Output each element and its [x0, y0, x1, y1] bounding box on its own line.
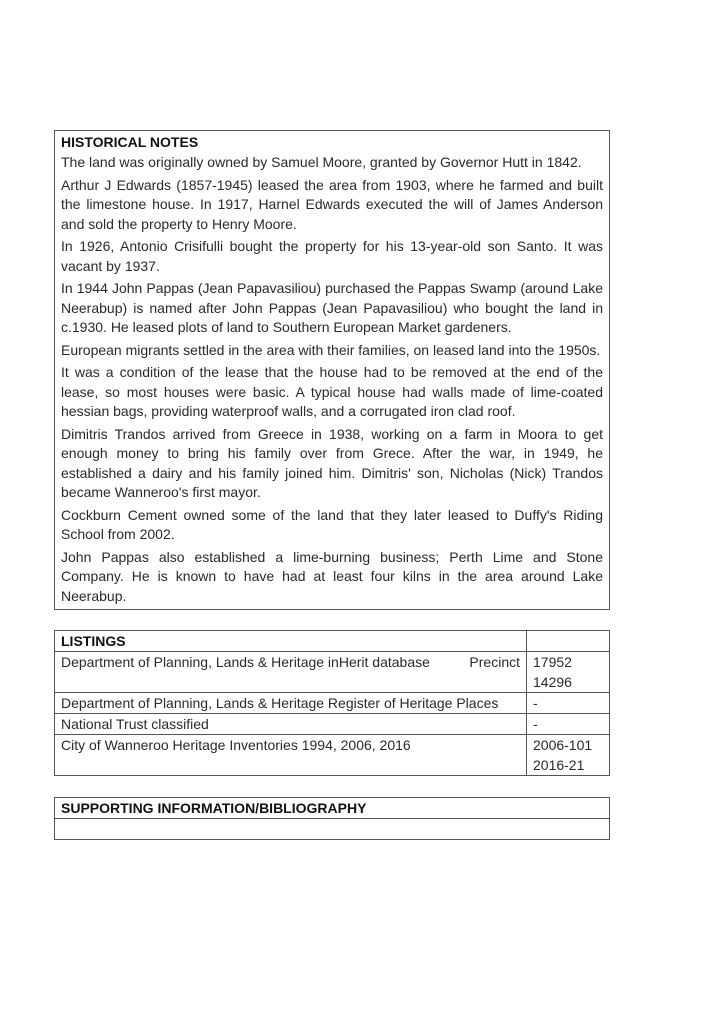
- listing-label: National Trust classified: [55, 714, 527, 735]
- historical-notes-heading: HISTORICAL NOTES: [61, 134, 199, 150]
- supporting-header-row: [55, 798, 610, 819]
- note-paragraph: The land was originally owned by Samuel Moore, granted by Governor Hutt in 1842.: [61, 154, 582, 170]
- listing-label: Department of Planning, Lands & Heritage inHerit database: [61, 654, 430, 670]
- supporting-content: [55, 819, 610, 840]
- listings-header-row: [55, 631, 610, 652]
- note-paragraph: It was a condition of the lease that the house had to be removed at the end of the lease, so most houses were basic. A typical house had walls made of lime-coated hessian bags, providing waterproof walls, and a corrugated iron clad roof.: [61, 364, 603, 419]
- listing-value: -: [527, 714, 610, 735]
- table-row: [55, 735, 610, 776]
- listing-value: 2016-21: [533, 757, 585, 773]
- supporting-heading: SUPPORTING INFORMATION/BIBLIOGRAPHY: [55, 798, 610, 819]
- listing-value-cell: [527, 652, 610, 693]
- listing-value: -: [527, 693, 610, 714]
- historical-notes-section: [54, 130, 610, 610]
- listing-value: 17952: [533, 654, 572, 670]
- listings-table: [54, 630, 610, 776]
- note-paragraph: Dimitris Trandos arrived from Greece in 1938, working on a farm in Moora to get enough money to bring his family over from Grece. After the war, in 1949, he established a dairy and his family joined him. Dimitris' son, Nicholas (Nick) Trandos became Wanneroo's first mayor.: [61, 425, 603, 500]
- note-paragraph: Cockburn Cement owned some of the land that they later leased to Duffy's Riding School from 2002.: [61, 506, 603, 542]
- note-paragraph: In 1944 John Pappas (Jean Papavasiliou) purchased the Pappas Swamp (around Lake Neerabup) is named after John Pappas (Jean Papavasiliou) who bought the land in c.1930. He leased plots of land to Southern European Market gardeners.: [61, 280, 603, 335]
- note-paragraph: Arthur J Edwards (1857-1945) leased the area from 1903, where he farmed and built the limestone house. In 1917, Harnel Edwards executed the will of James Anderson and sold the property to Henry Moore.: [61, 176, 603, 232]
- listing-value: 14296: [533, 674, 572, 690]
- supporting-information-table: [54, 797, 610, 840]
- listings-heading: LISTINGS: [55, 631, 527, 652]
- table-row: [55, 714, 610, 735]
- listing-label-cell: [55, 652, 527, 693]
- listing-label: Department of Planning, Lands & Heritage Register of Heritage Places: [55, 693, 527, 714]
- note-paragraph: John Pappas also established a lime-burning business; Perth Lime and Stone Company. He is known to have had at least four kilns in the area around Lake Neerabup.: [61, 548, 603, 604]
- note-paragraph: In 1926, Antonio Crisifulli bought the property for his 13-year-old son Santo. It was vacant by 1937.: [61, 238, 603, 274]
- listings-header-value-cell: [527, 631, 610, 652]
- listing-value: 2006-101: [533, 737, 593, 753]
- table-row: [55, 693, 610, 714]
- listing-label-right: Precinct: [469, 654, 520, 670]
- listing-value-cell: [527, 735, 610, 776]
- table-row: [55, 652, 610, 693]
- listing-label: City of Wanneroo Heritage Inventories 1994, 2006, 2016: [55, 735, 527, 776]
- note-paragraph: European migrants settled in the area with their families, on leased land into the 1950s.: [61, 341, 601, 358]
- supporting-content-row: [55, 819, 610, 840]
